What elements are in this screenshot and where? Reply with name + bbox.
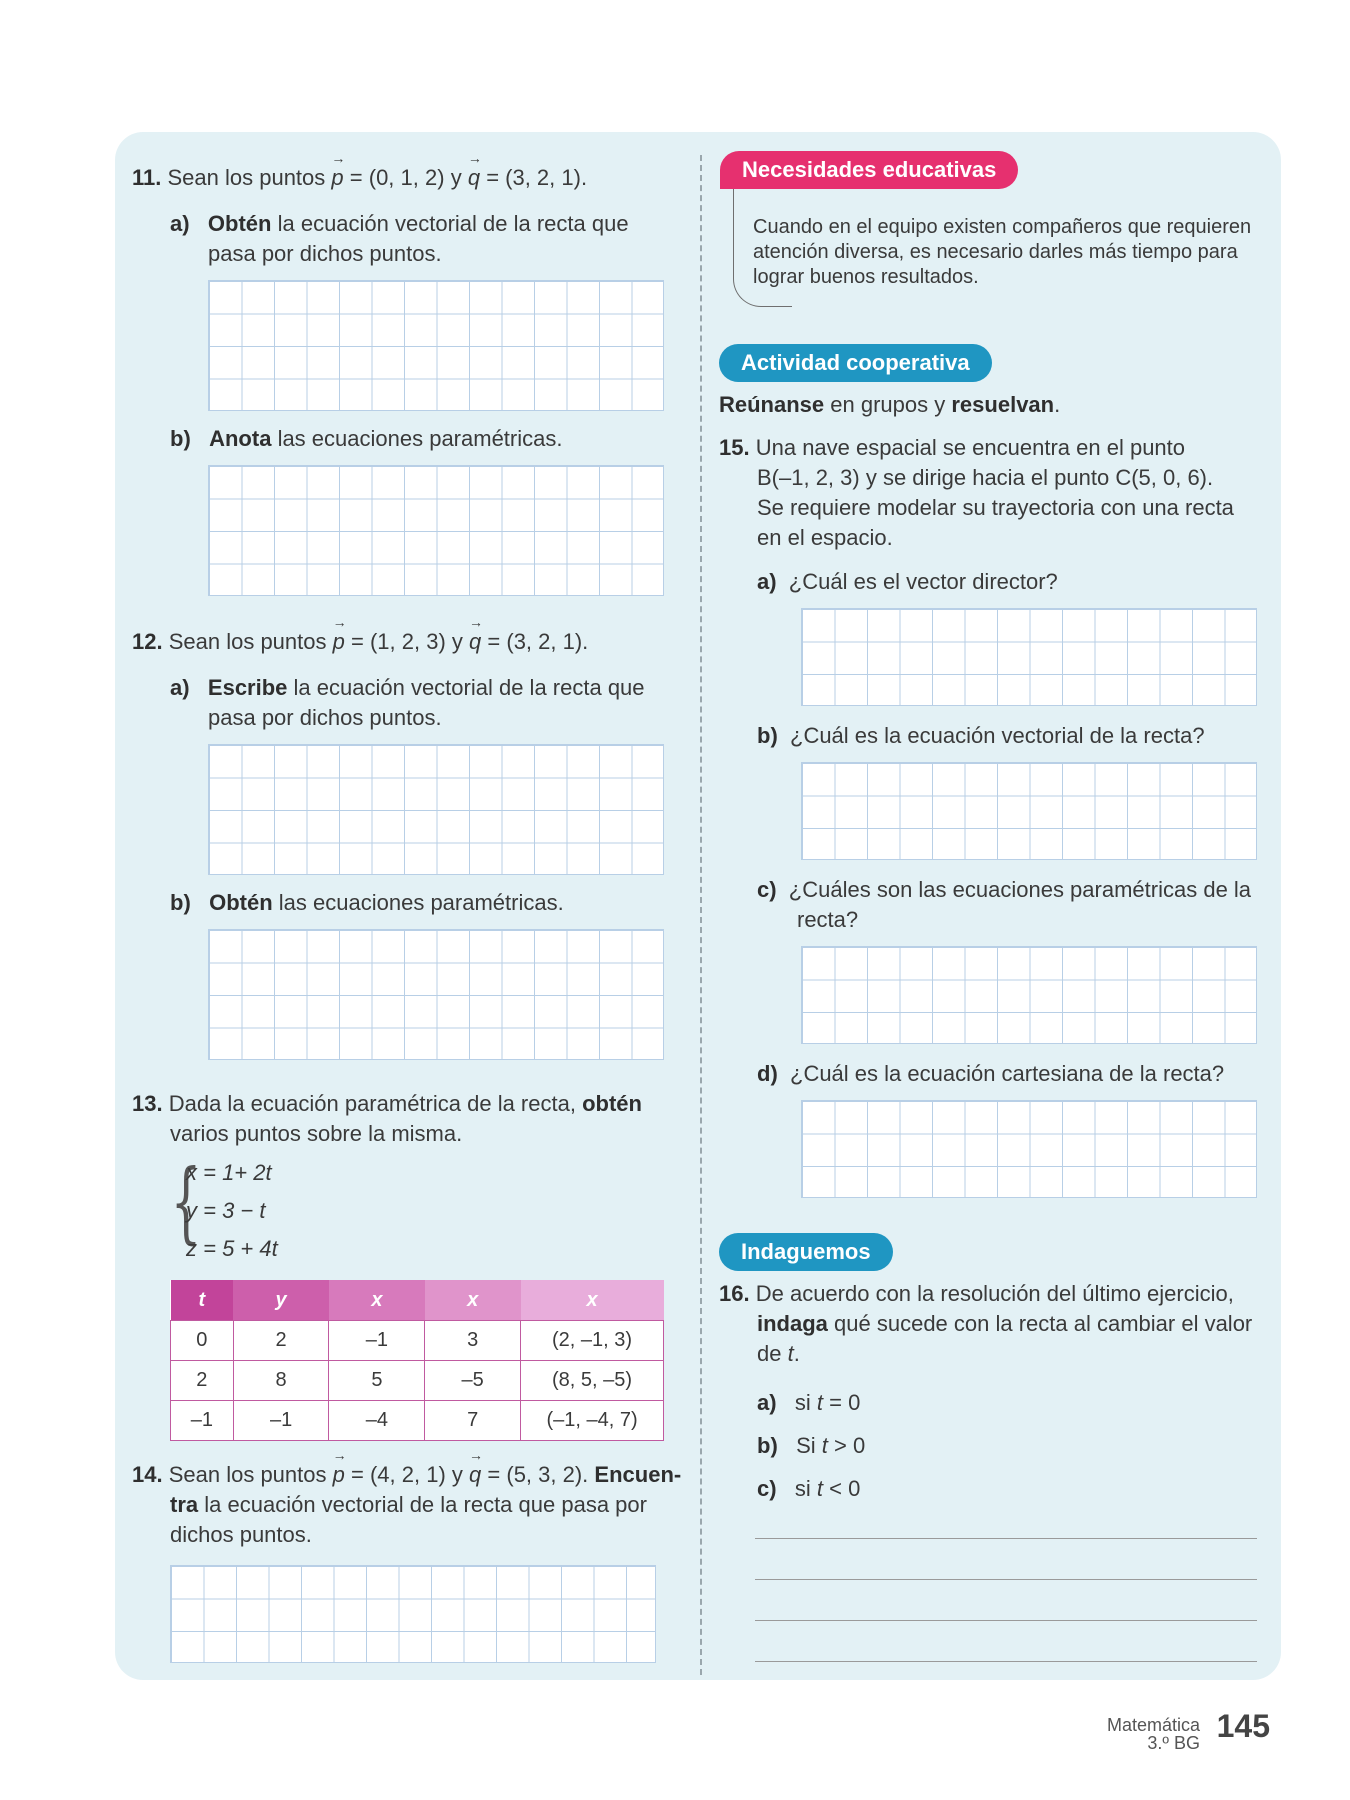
table-header: y: [233, 1280, 329, 1321]
answer-line[interactable]: [755, 1661, 1257, 1662]
table-cell: 2: [171, 1361, 234, 1401]
q15b-answer-grid[interactable]: [801, 762, 1257, 860]
table-row: [171, 1321, 664, 1361]
q15a-text: a) ¿Cuál es el vector director?: [757, 569, 1058, 594]
q13-statement-2: varios puntos sobre la misma.: [170, 1121, 463, 1146]
table-cell: (2, –1, 3): [521, 1321, 664, 1361]
q11a-text: a) Obtén la ecuación vectorial de la recta que: [170, 211, 629, 236]
table-cell: 5: [329, 1361, 425, 1401]
table-header: t: [171, 1280, 234, 1321]
q14-answer-grid[interactable]: [170, 1565, 656, 1663]
table-cell: (8, 5, –5): [521, 1361, 664, 1401]
footer-subject-name: Matemática: [1106, 1715, 1200, 1735]
answer-line[interactable]: [755, 1538, 1257, 1539]
q12a-answer-grid[interactable]: [208, 744, 664, 875]
system-brace: {: [170, 1150, 202, 1253]
investigate-tag: Indaguemos: [719, 1233, 893, 1271]
table-cell: 2: [233, 1321, 329, 1361]
table-cell: –4: [329, 1401, 425, 1441]
q11b-text: b) Anota las ecuaciones paramétricas.: [170, 426, 563, 451]
table-cell: –1: [233, 1401, 329, 1441]
table-cell: 7: [425, 1401, 521, 1441]
table-cell: 3: [425, 1321, 521, 1361]
q15d-text: d) ¿Cuál es la ecuación cartesiana de la recta?: [757, 1061, 1225, 1086]
points-table: [170, 1280, 664, 1441]
q12b-answer-grid[interactable]: [208, 929, 664, 1060]
q16-statement-2: indaga qué sucede con la recta al cambiar el valor: [757, 1311, 1253, 1336]
q15-statement-2: B(–1, 2, 3) y se dirige hacia el punto C(5, 0, 6).: [757, 465, 1214, 490]
answer-line[interactable]: [755, 1620, 1257, 1621]
q12a-text-2: pasa por dichos puntos.: [208, 705, 442, 730]
q14-statement-3: dichos puntos.: [170, 1522, 312, 1547]
q15c-text: c) ¿Cuáles son las ecuaciones paramétricas de la: [757, 877, 1252, 902]
param-eq-y: y = 3 − t: [186, 1198, 266, 1223]
footer-subject: [1107, 1716, 1200, 1752]
q15c-text-2: recta?: [797, 907, 859, 932]
q15-statement-4: en el espacio.: [757, 525, 893, 550]
table-cell: (–1, –4, 7): [521, 1401, 664, 1441]
table-cell: –1: [171, 1401, 234, 1441]
table-cell: 0: [171, 1321, 234, 1361]
q13-statement: 13. Dada la ecuación paramétrica de la recta, obtén: [132, 1091, 642, 1116]
cooperative-tag: Actividad cooperativa: [719, 344, 992, 382]
table-cell: 8: [233, 1361, 329, 1401]
q15c-answer-grid[interactable]: [801, 946, 1257, 1044]
column-divider: [700, 155, 702, 1675]
q16-statement: 16. De acuerdo con la resolución del último ejercicio,: [719, 1281, 1234, 1306]
q14-statement-2: tra la ecuación vectorial de la recta que pasa por: [170, 1492, 647, 1517]
cooperative-instruction: Reúnanse en grupos y resuelvan.: [719, 392, 1061, 417]
q15-statement: 15. Una nave espacial se encuentra en el punto: [719, 435, 1186, 460]
q14-statement: 14. Sean los puntos → p = (4, 2, 1) y → q = (5, 3, 2). Encuen-: [132, 1460, 681, 1490]
param-eq-z: z = 5 + 4t: [186, 1236, 278, 1261]
param-eq-x: x = 1+ 2t: [186, 1160, 272, 1185]
needs-line-1: Cuando en el equipo existen compañeros que requieren: [753, 216, 1252, 238]
footer-grade: 3.º BG: [1147, 1733, 1200, 1753]
needs-line-2: atención diversa, es necesario darles más tiempo para: [753, 241, 1238, 263]
q12b-text: b) Obtén las ecuaciones paramétricas.: [170, 890, 564, 915]
q11a-answer-grid[interactable]: [208, 280, 664, 411]
table-cell: –1: [329, 1321, 425, 1361]
answer-line[interactable]: [755, 1579, 1257, 1580]
table-header: x: [329, 1280, 425, 1321]
q16b-text: b) Si t > 0: [757, 1433, 866, 1458]
q15d-answer-grid[interactable]: [801, 1100, 1257, 1198]
table-header: x: [425, 1280, 521, 1321]
table-header: x: [521, 1280, 664, 1321]
page-number: 145: [1216, 1708, 1270, 1744]
q16-statement-3: de t.: [757, 1341, 800, 1366]
q15b-text: b) ¿Cuál es la ecuación vectorial de la recta?: [757, 723, 1205, 748]
needs-line-3: lograr buenos resultados.: [753, 266, 979, 288]
table-cell: –5: [425, 1361, 521, 1401]
q11b-answer-grid[interactable]: [208, 465, 664, 596]
q16c-text: c) si t < 0: [757, 1476, 861, 1501]
q12-statement: 12. Sean los puntos → p = (1, 2, 3) y → q = (3, 2, 1).: [132, 627, 588, 657]
q12a-text: a) Escribe la ecuación vectorial de la recta que: [170, 675, 645, 700]
table-row: [171, 1401, 664, 1441]
q11-statement: 11. Sean los puntos → p = (0, 1, 2) y → q = (3, 2, 1).: [132, 163, 587, 193]
q15a-answer-grid[interactable]: [801, 608, 1257, 706]
q11a-text-2: pasa por dichos puntos.: [208, 241, 442, 266]
needs-tag: Necesidades educativas: [720, 151, 1018, 189]
q16a-text: a) si t = 0: [757, 1390, 861, 1415]
table-row: [171, 1361, 664, 1401]
q15-statement-3: Se requiere modelar su trayectoria con una recta: [757, 495, 1234, 520]
